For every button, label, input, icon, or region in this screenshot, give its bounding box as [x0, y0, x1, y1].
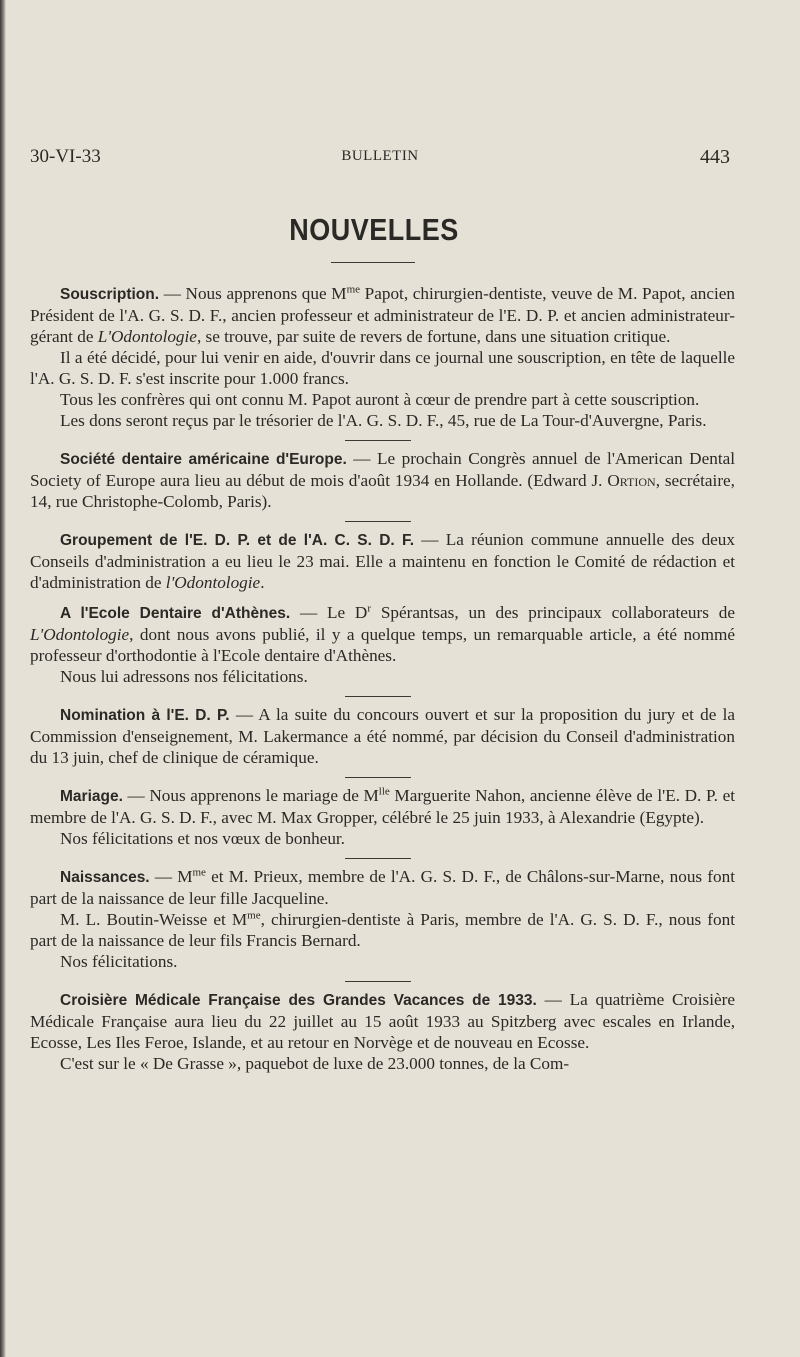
croisiere-paragraph: Croisière Médicale Française des Grandes Vacances de 1933. — La quatrième Croisière Médicale Française aura lieu du 22 juillet au 15 août 1933 au Spitzberg avec escales en Irlande, Ecosse, Les Iles Feroe, Islande, et au retour en Norvège et de nouveau en Ecosse. [30, 990, 735, 1052]
athenes-heading: A l'Ecole Dentaire d'Athènes. [60, 605, 291, 622]
athenes-paragraph-2: Nous lui adressons nos félicitations. [60, 667, 308, 686]
naissances-paragraph: Naissances. — $M^{me}$ et M. Prieux, membre de l'A. G. S. D. F., de Châlons-sur-Marne, nous font part de la naissance de leur fille Jacqueline. [30, 866, 735, 908]
mariage-heading: Mariage. [60, 788, 123, 805]
souscription-paragraph-4: Les dons seront reçus par le trésorier de l'A. G. S. D. F., 45, rue de La Tour-d'Auvergne, Paris. [60, 411, 707, 430]
naissances-paragraph-3: Nos félicitations. [60, 952, 178, 971]
societe-americaine-heading: Société dentaire américaine d'Europe. [60, 451, 347, 468]
section-divider [345, 696, 411, 697]
section-divider [345, 440, 411, 441]
naissances-heading: Naissances. [60, 869, 150, 886]
mariage-paragraph: Mariage. — Nous apprenons le mariage de $M^{lle}$ Marguerite Nahon, ancienne élève de l'E. D. P. et membre de l'A. G. S. D. F., avec M. Max Gropper, célébré le 25 juin 1933, à Alexandrie (Egypte). [30, 785, 735, 827]
issue-date: 30-VI-33 [30, 146, 101, 167]
societe-americaine-paragraph: Société dentaire américaine d'Europe. — Le prochain Congrès annuel de l'American Dental Society of Europe aura lieu au début de mois d'août 1934 en Hollande. (Edward J. Ortion, secrétaire, 14, rue Christophe-Colomb, Paris). [30, 449, 735, 511]
croisiere-paragraph-2: C'est sur le « De Grasse », paquebot de luxe de 23.000 tonnes, de la Com- [60, 1054, 570, 1073]
section-divider [345, 777, 411, 778]
section-divider [345, 858, 411, 859]
souscription-paragraph-2: Il a été décidé, pour lui venir en aide, d'ouvrir dans ce journal une souscription, en tête de laquelle l'A. G. S. D. F. s'est inscrite pour 1.000 francs. [30, 348, 735, 388]
naissances-paragraph-2: M. L. Boutin-Weisse et $M^{me}$, chirurgien-dentiste à Paris, membre de l'A. G. S. D. F., nous font part de la naissance de leur fils Francis Bernard. [30, 909, 735, 950]
page-title: NOUVELLES [289, 213, 459, 247]
journal-name: BULLETIN [341, 148, 419, 164]
section-divider [345, 521, 411, 522]
groupement-paragraph: Groupement de l'E. D. P. et de l'A. C. S. D. F. — La réunion commune annuelle des deux Conseils d'administration a eu lieu le 23 mai. Elle a maintenu en fonction le Comité de rédaction et d'administration de l'Odontologie. [30, 530, 735, 592]
souscription-paragraph-3: Tous les confrères qui ont connu M. Papot auront à cœur de prendre part à cette souscription. [60, 390, 700, 409]
section-divider [345, 981, 411, 982]
groupement-heading: Groupement de l'E. D. P. et de l'A. C. S. D. F. [60, 532, 415, 549]
nomination-paragraph: Nomination à l'E. D. P. — A la suite du concours ouvert et sur la proposition du jury et de la Commission d'enseignement, M. Lakermance a été nommé, par décision du Conseil d'administration du 13 juin, chef de clinique de céramique. [30, 705, 735, 767]
souscription-heading: Souscription. [60, 286, 160, 303]
mariage-paragraph-2: Nos félicitations et nos vœux de bonheur. [60, 829, 345, 848]
page-number: 443 [700, 146, 730, 168]
title-rule [331, 262, 415, 263]
running-header [30, 146, 730, 170]
news-content [30, 283, 735, 1074]
nomination-heading: Nomination à l'E. D. P. [60, 707, 230, 724]
croisiere-heading: Croisière Médicale Française des Grandes Vacances de 1933. [60, 992, 537, 1009]
page-binding-edge [0, 0, 6, 1357]
athenes-paragraph: A l'Ecole Dentaire d'Athènes. — Le $D^r$ Spérantsas, un des principaux collaborateurs de L'Odontologie, dont nous avons publié, il y a quelque temps, un remarquable article, a été nommé professeur d'orthodontie à l'Ecole dentaire d'Athènes. [30, 602, 735, 665]
souscription-paragraph-1: Souscription. — Nous apprenons que $M^{me}$ Papot, chirurgien-dentiste, veuve de M. Papot, ancien Président de l'A. G. S. D. F., ancien professeur et administrateur de l'E. D. P. et ancien administrateur-gérant de L'Odontologie, se trouve, par suite de revers de fortune, dans une situation critique. [30, 283, 736, 346]
